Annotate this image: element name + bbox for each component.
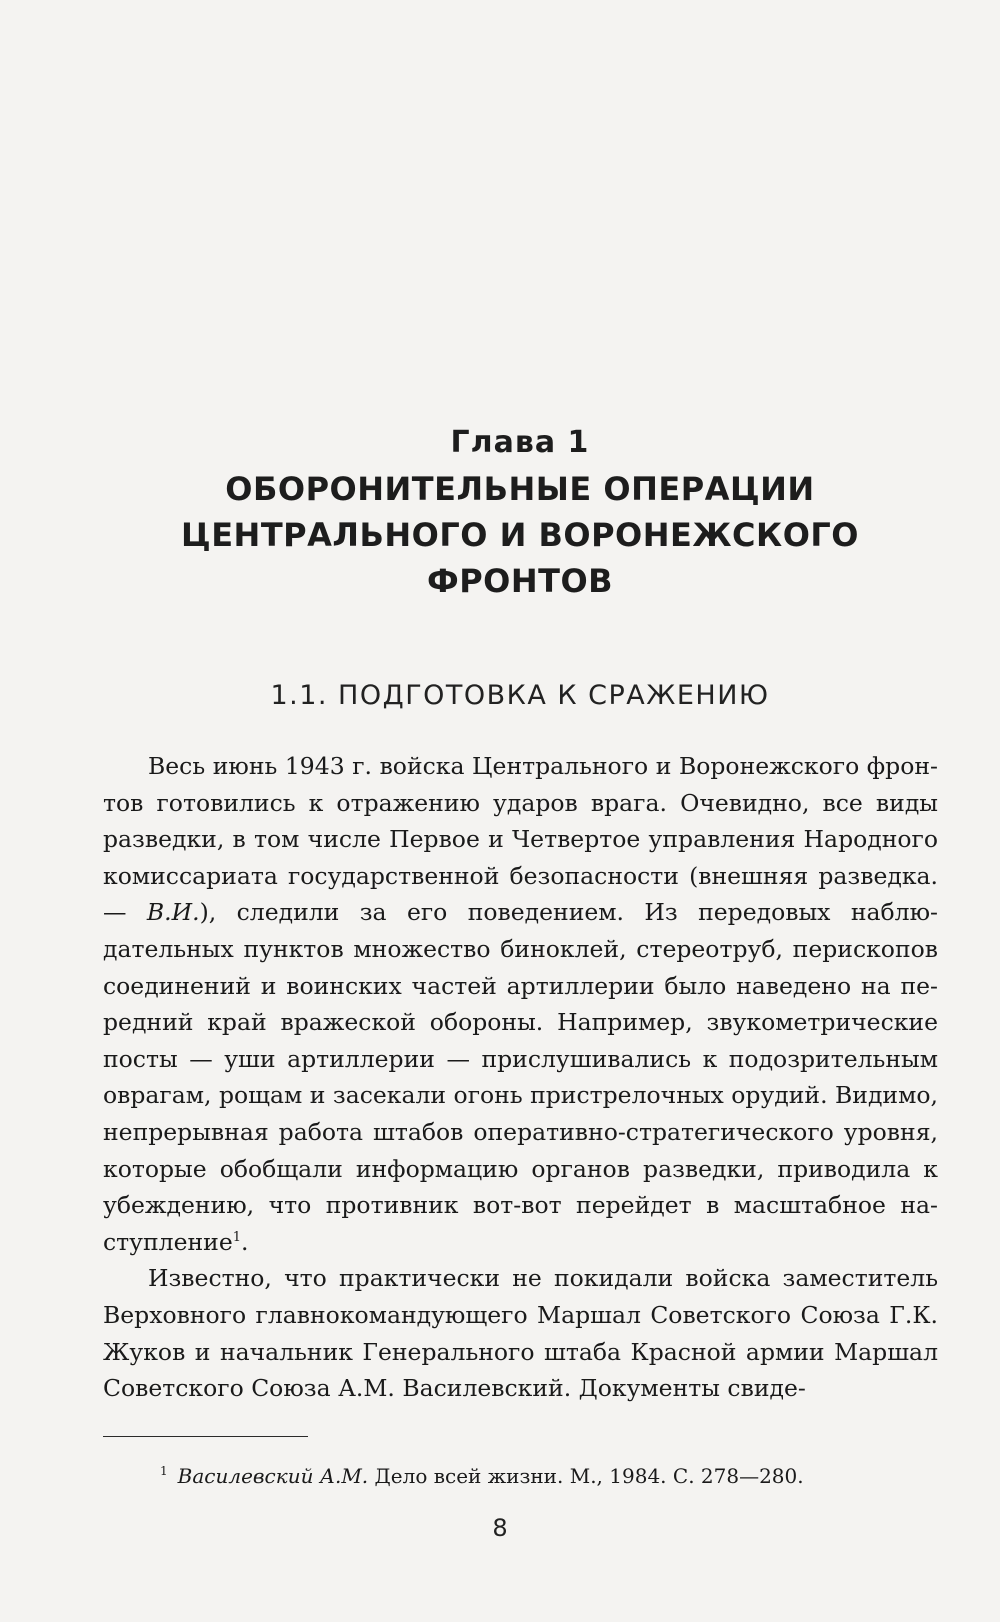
chapter-title bbox=[100, 466, 940, 604]
footnote-text: Дело всей жизни. М., 1984. С. 278—280. bbox=[368, 1464, 804, 1488]
footnote-divider bbox=[103, 1436, 308, 1437]
footnote-reference[interactable]: 1 bbox=[232, 1229, 242, 1245]
paragraph-text: Весь июнь 1943 г. войска Центрального и Воронежского фронтов готовились к отражению ударов врага. Очевидно, все виды разведки, в том числе Первое и Четвертое управления Народного комиссариата государственной безопасности (внешняя разведка. — bbox=[103, 752, 938, 927]
paragraph: Известно, что практически не покидали войска заместитель Верховного главнокомандующего Маршал Советского Союза Г.К. Жуков и начальник Генерального штаба Красной армии Маршал Советского Союза А.М. Василевский. Документы свиде- bbox=[103, 1264, 938, 1403]
body-text bbox=[103, 748, 938, 1407]
chapter-title-line: ФРОНТОВ bbox=[426, 562, 614, 600]
chapter-title-line: ЦЕНТРАЛЬНОГО И ВОРОНЕЖСКОГО bbox=[181, 516, 859, 554]
footnote bbox=[160, 1463, 940, 1489]
footnote-author: Василевский А.М. bbox=[177, 1464, 369, 1488]
paragraph-text: ), следили за его поведением. Из передовых наблюдательных пунктов множество биноклей, стереотруб, перископов соединений и воинских частей артиллерии было наведено на передний край вражеской обороны. Например, звукометрические посты — уши артиллерии — прислушивались к подозрительным оврагам, рощам и засекали огонь пристрелочных орудий. Видимо, непрерывная работа штабов оперативно-стратегического уровня, которые обобщали информацию органов разведки, приводила к убеждению, что противник вот-вот перейдет в масштабное наступление bbox=[103, 898, 938, 1256]
footnote-number: 1 bbox=[160, 1464, 168, 1479]
section-title: 1.1. ПОДГОТОВКА К СРАЖЕНИЮ bbox=[270, 680, 770, 711]
paragraph bbox=[103, 748, 938, 1260]
chapter-label: Глава 1 bbox=[450, 425, 590, 460]
author-initials: В.И. bbox=[146, 898, 200, 927]
paragraph-text: . bbox=[241, 1227, 249, 1256]
chapter-title-line: ОБОРОНИТЕЛЬНЫЕ ОПЕРАЦИИ bbox=[225, 470, 815, 508]
page-number: 8 bbox=[492, 1514, 508, 1542]
